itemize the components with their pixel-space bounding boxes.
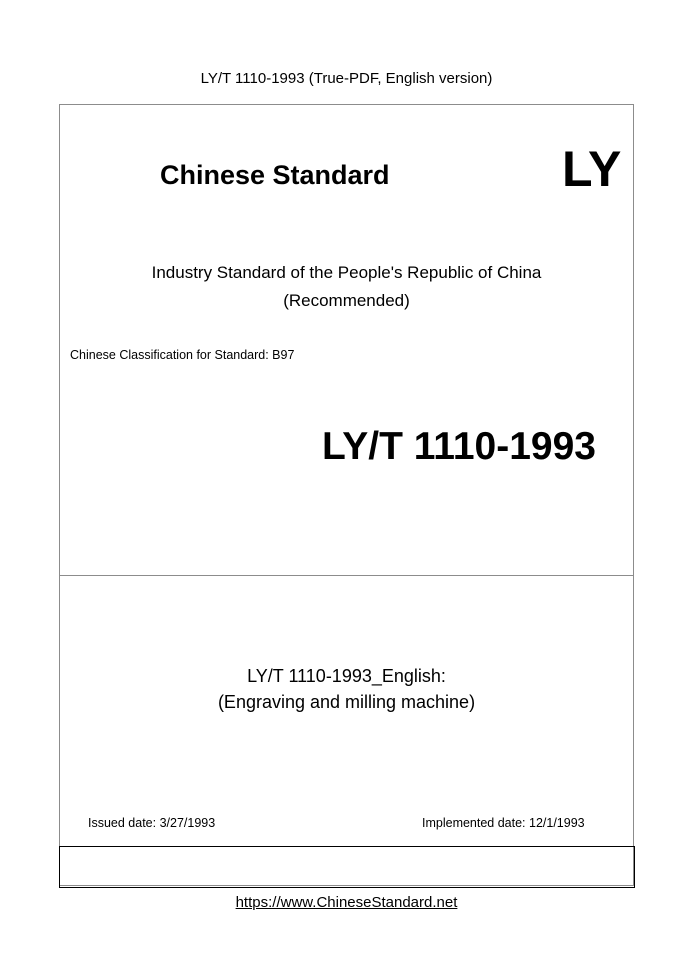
- document-title: [0, 663, 693, 715]
- cover-title: Chinese Standard: [160, 160, 390, 190]
- standard-number: LY/T 1110-1993: [322, 425, 596, 468]
- implemented-date: Implemented date: 12/1/1993: [422, 816, 585, 830]
- cover-frame: [59, 104, 634, 886]
- website-link[interactable]: https://www.ChineseStandard.net: [235, 894, 458, 911]
- industry-statement: [0, 259, 693, 315]
- section-divider: [60, 575, 633, 576]
- issued-date: Issued date: 3/27/1993: [88, 816, 216, 830]
- industry-line-2: (Recommended): [283, 291, 410, 310]
- website-footer: [0, 894, 693, 911]
- doc-title-line-2: (Engraving and milling machine): [217, 692, 476, 712]
- classification-label: Chinese Classification for Standard: B97: [70, 348, 295, 362]
- industry-code-badge: LY: [562, 141, 622, 197]
- document-header: LY/T 1110-1993 (True-PDF, English version): [200, 70, 493, 87]
- industry-line-1: Industry Standard of the People's Republic of China: [151, 263, 542, 282]
- footer-box: [59, 846, 635, 888]
- doc-title-line-1: LY/T 1110-1993_English:: [247, 666, 446, 686]
